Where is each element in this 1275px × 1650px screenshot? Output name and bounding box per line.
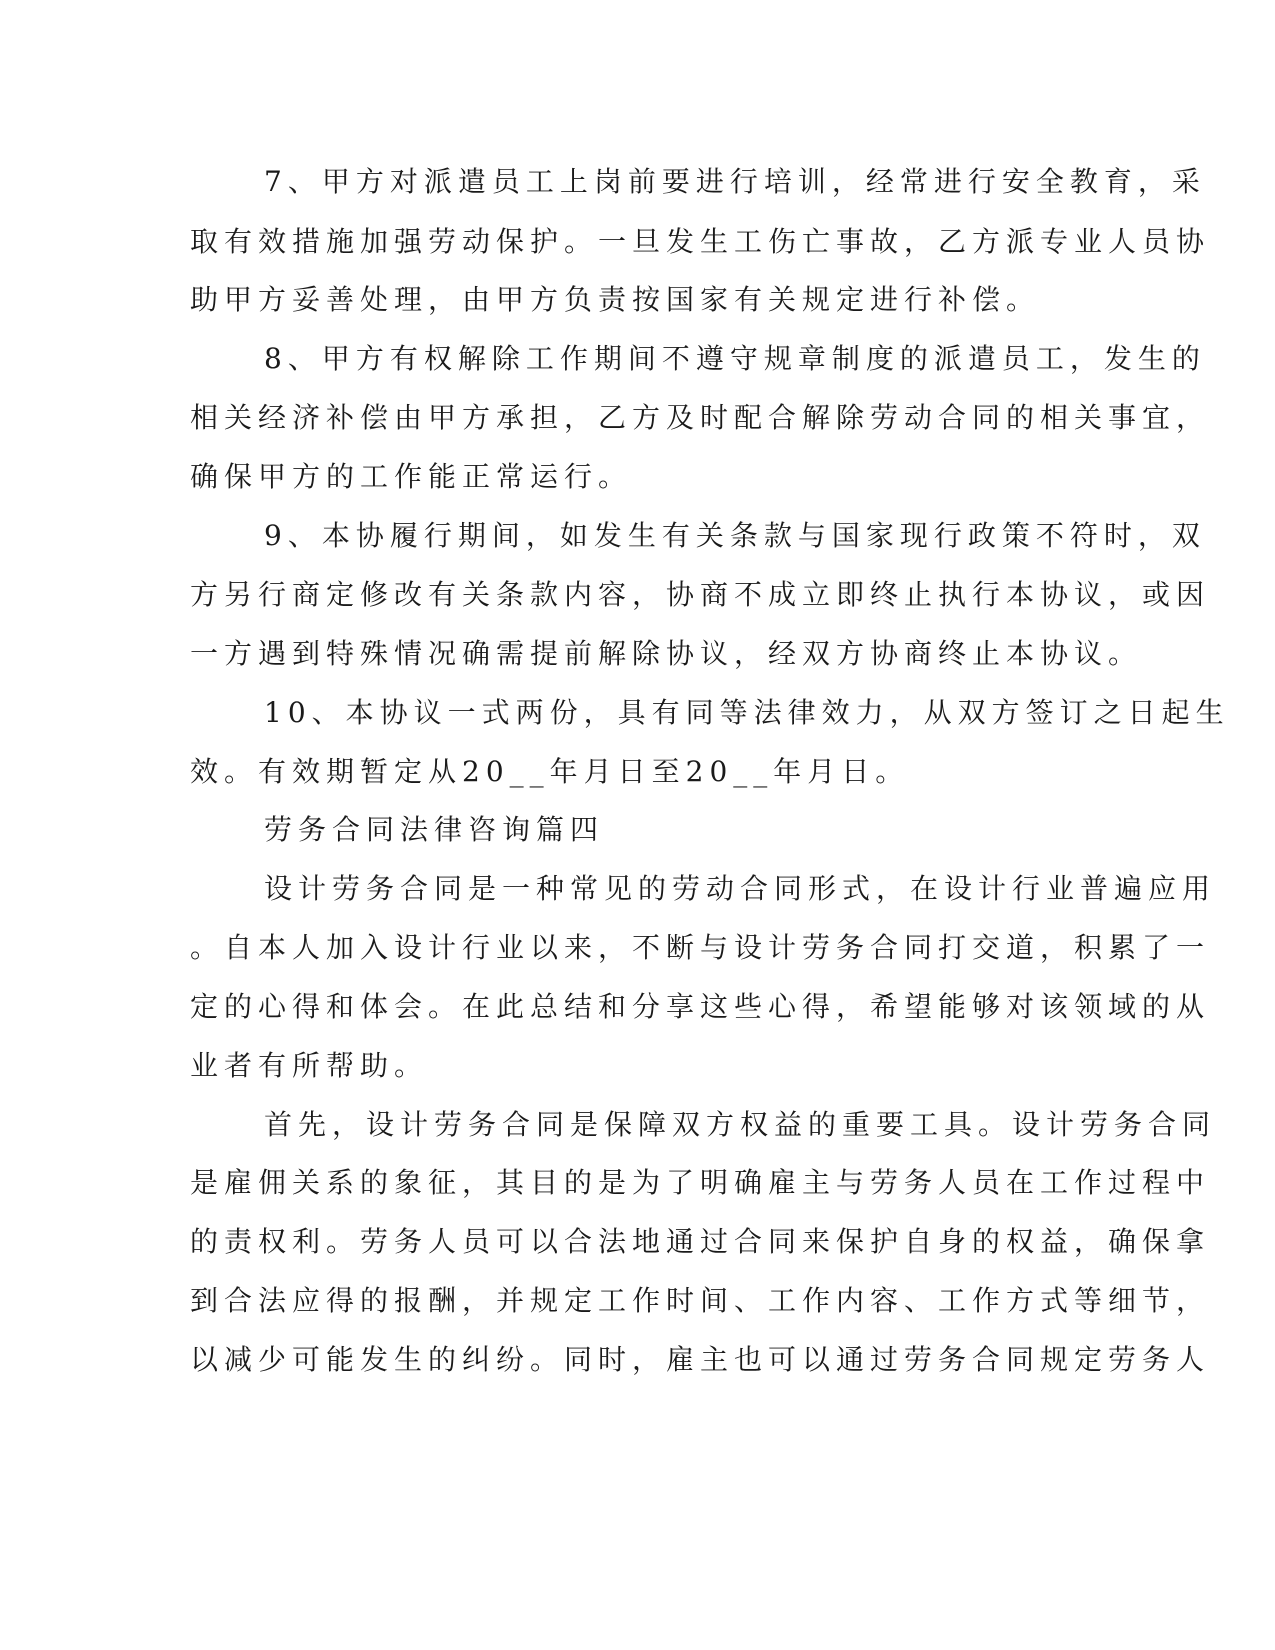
section-heading: 劳务合同法律咨询篇四	[264, 813, 605, 846]
intro-paragraph-line-4: 业者有所帮助。	[190, 1049, 429, 1082]
intro-paragraph-line-2: 。自本人加入设计行业以来，不断与设计劳务合同打交道，积累了一	[190, 931, 1211, 964]
intro-paragraph-line-3: 定的心得和体会。在此总结和分享这些心得，希望能够对该领域的从	[190, 990, 1211, 1023]
paragraph-8-line-1: 8、甲方有权解除工作期间不遵守规章制度的派遣员工，发生的	[264, 342, 1206, 375]
intro-paragraph-line-1: 设计劳务合同是一种常见的劳动合同形式，在设计行业普遍应用	[264, 872, 1217, 905]
paragraph-8-line-3: 确保甲方的工作能正常运行。	[190, 460, 633, 493]
first-point-line-2: 是雇佣关系的象征，其目的是为了明确雇主与劳务人员在工作过程中	[190, 1166, 1211, 1199]
paragraph-9-line-1: 9、本协履行期间，如发生有关条款与国家现行政策不符时，双	[264, 519, 1206, 552]
paragraph-9-line-2: 方另行商定修改有关条款内容，协商不成立即终止执行本协议，或因	[190, 578, 1211, 611]
paragraph-10-line-1: 10、本协议一式两份，具有同等法律效力，从双方签订之日起生	[264, 696, 1230, 729]
paragraph-9-line-3: 一方遇到特殊情况确需提前解除协议，经双方协商终止本协议。	[190, 637, 1143, 670]
paragraph-7-line-2: 取有效措施加强劳动保护。一旦发生工伤亡事故，乙方派专业人员协	[190, 225, 1211, 258]
paragraph-8-line-2: 相关经济补偿由甲方承担，乙方及时配合解除劳动合同的相关事宜，	[190, 401, 1211, 434]
paragraph-10-line-2: 效。有效期暂定从20__年月日至20__年月日。	[190, 755, 910, 788]
first-point-line-1: 首先，设计劳务合同是保障双方权益的重要工具。设计劳务合同	[264, 1108, 1217, 1141]
first-point-line-4: 到合法应得的报酬，并规定工作时间、工作内容、工作方式等细节，	[190, 1284, 1211, 1317]
first-point-line-5: 以减少可能发生的纠纷。同时，雇主也可以通过劳务合同规定劳务人	[190, 1343, 1211, 1376]
paragraph-7-line-1: 7、甲方对派遣员工上岗前要进行培训，经常进行安全教育，采	[264, 165, 1206, 198]
paragraph-7-line-3: 助甲方妥善处理，由甲方负责按国家有关规定进行补偿。	[190, 283, 1041, 316]
first-point-line-3: 的责权利。劳务人员可以合法地通过合同来保护自身的权益，确保拿	[190, 1225, 1211, 1258]
